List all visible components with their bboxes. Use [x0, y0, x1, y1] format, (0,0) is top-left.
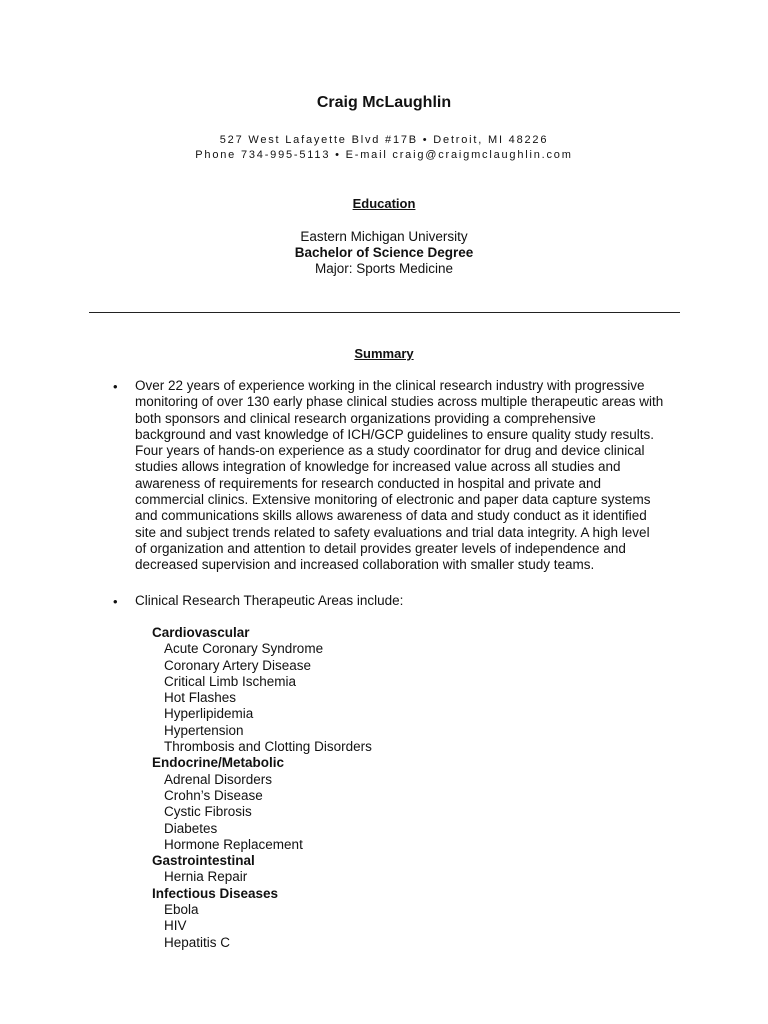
- list-item: Critical Limb Ischemia: [164, 673, 297, 689]
- therapeutic-areas-intro: Clinical Research Therapeutic Areas include:: [135, 593, 404, 608]
- list-item: Coronary Artery Disease: [164, 657, 312, 673]
- list-item: Hormone Replacement: [164, 836, 303, 852]
- list-item: Hyperlipidemia: [164, 706, 254, 722]
- education-heading: Education: [352, 196, 416, 211]
- bullet-icon: •: [113, 379, 118, 394]
- contact-phone-email: Phone 734-995-5113 • E-mail craig@craigmclaughlin.com: [195, 149, 573, 161]
- list-item: Crohn’s Disease: [164, 787, 263, 803]
- section-divider: [89, 312, 680, 313]
- list-item: HIV: [164, 918, 187, 934]
- list-item: Adrenal Disorders: [164, 771, 273, 787]
- list-item: Hernia Repair: [164, 869, 248, 885]
- education-school: Eastern Michigan University: [300, 229, 468, 244]
- list-item: Diabetes: [164, 820, 218, 836]
- education-degree: Bachelor of Science Degree: [294, 245, 474, 260]
- bullet-icon: •: [113, 594, 118, 609]
- list-item: Thrombosis and Clotting Disorders: [164, 739, 372, 755]
- candidate-name: Craig McLaughlin: [316, 94, 452, 111]
- area-category-cardiovascular: Cardiovascular: [152, 625, 250, 640]
- list-item: Cystic Fibrosis: [164, 804, 252, 820]
- summary-paragraph: Over 22 years of experience working in the clinical research industry with progressive monitoring of over 130 early phase clinical studies across multiple therapeutic areas with both sponsors and clinical research organizations providing a comprehensive background and vast knowledge of ICH/GCP guidelines to ensure quality study results. Four years of hands-on experience as a study coordinator for drug and device clinical studies allows integration of knowledge for increased value across all studies and awareness of requirements for research conducted in hospital and private and commercial clinics. Extensive monitoring of electronic and paper data capture systems and communications skills allows awareness of data and study conduct as it identified site and subject trends related to safety evaluations and trial data integrity. A high level of organization and attention to detail provides greater levels of independence and decreased supervision and increased collaboration with smaller study teams.: [135, 378, 664, 573]
- area-category-infectious-diseases: Infectious Diseases: [152, 885, 279, 901]
- summary-heading: Summary: [354, 346, 414, 361]
- list-item: Ebola: [164, 902, 199, 918]
- list-item: Hepatitis C: [164, 934, 231, 950]
- list-item: Hot Flashes: [164, 690, 237, 706]
- area-category-gastrointestinal: Gastrointestinal: [152, 853, 255, 869]
- area-category-endocrine-metabolic: Endocrine/Metabolic: [152, 755, 285, 771]
- contact-address: 527 West Lafayette Blvd #17B • Detroit, MI 48226: [219, 134, 549, 146]
- therapeutic-areas-list: [152, 625, 372, 951]
- list-item: Acute Coronary Syndrome: [164, 641, 324, 657]
- list-item: Hypertension: [164, 722, 244, 738]
- education-major: Major: Sports Medicine: [314, 261, 454, 276]
